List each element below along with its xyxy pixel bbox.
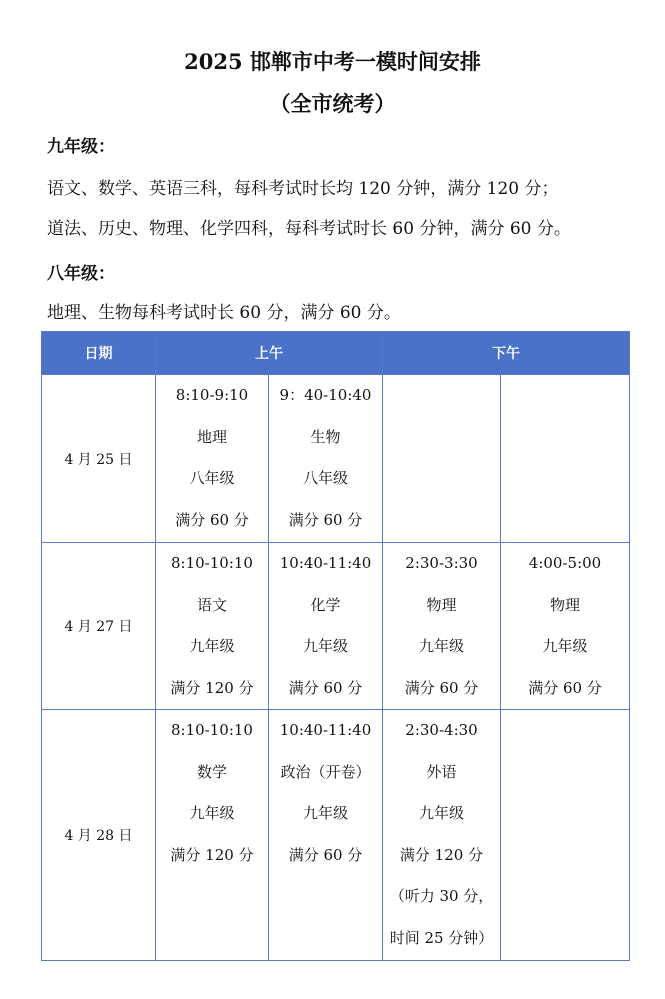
exam-cell	[501, 375, 630, 543]
exam-cell-line: 满分 60 分	[288, 845, 363, 864]
exam-cell-line: 满分 120 分	[170, 678, 254, 697]
page-subtitle: （全市统考）	[269, 91, 396, 116]
grade9-other-subjects-text: 道法、历史、物理、化学四科，每科考试时长 60 分钟，满分 60 分。	[47, 219, 571, 239]
exam-cell	[383, 710, 501, 961]
exam-cell-line: 九年级	[302, 637, 348, 655]
exam-cell-line: 满分 120 分	[399, 845, 484, 864]
grade9-heading: 九年级：	[47, 137, 115, 157]
date-cell: 4 月 27 日	[42, 543, 156, 710]
exam-cell-line: 满分 120 分	[170, 845, 254, 864]
exam-cell-line: 满分 60 分	[404, 678, 479, 697]
exam-cell-line: 九年级	[418, 804, 464, 822]
exam-cell	[383, 543, 501, 710]
exam-cell	[269, 543, 383, 710]
exam-cell-line: 八年级	[302, 469, 348, 487]
exam-cell	[156, 375, 269, 543]
grade8-heading: 八年级：	[47, 264, 115, 284]
header-morning: 上午	[156, 332, 383, 375]
exam-cell	[269, 375, 383, 543]
table-row	[42, 543, 630, 710]
grade8-subjects-text: 地理、生物每科考试时长 60 分，满分 60 分。	[47, 303, 401, 323]
date-cell: 4 月 28 日	[42, 710, 156, 961]
exam-cell-line: 2:30-3:30	[405, 554, 478, 572]
exam-cell	[156, 543, 269, 710]
exam-cell-line: 九年级	[189, 637, 235, 655]
exam-cell-line: （听力 30 分，	[389, 887, 494, 905]
exam-cell-line: 10:40-11:40	[279, 554, 372, 572]
exam-cell-line: 4:00-5:00	[528, 554, 602, 572]
exam-cell	[501, 710, 630, 961]
exam-cell-line: 九年级	[302, 804, 348, 822]
exam-cell-line: 生物	[310, 427, 341, 446]
table-header-row	[42, 332, 630, 375]
exam-cell-line: 物理	[426, 595, 457, 614]
exam-cell-line: 满分 60 分	[288, 678, 363, 697]
exam-cell-line: 九年级	[542, 637, 588, 655]
exam-cell-line: 8:10-9:10	[175, 386, 249, 404]
exam-cell-line: 九年级	[418, 637, 464, 655]
exam-cell-line: 政治（开卷）	[280, 762, 371, 781]
exam-cell-line: 地理	[196, 427, 227, 446]
exam-cell-line: 数学	[196, 762, 227, 781]
grade9-main-subjects-text: 语文、数学、英语三科，每科考试时长均 120 分钟，满分 120 分；	[47, 179, 559, 199]
exam-cell	[383, 375, 501, 543]
header-afternoon: 下午	[383, 332, 630, 375]
exam-cell-line: 10:40-11:40	[279, 721, 372, 739]
exam-cell	[269, 710, 383, 961]
date-cell: 4 月 25 日	[42, 375, 156, 543]
exam-cell-line: 8:10-10:10	[171, 554, 253, 572]
exam-cell-line: 满分 60 分	[528, 678, 602, 697]
exam-cell	[501, 543, 630, 710]
exam-cell-line: 化学	[310, 595, 341, 614]
header-date: 日期	[42, 332, 156, 375]
exam-cell-line: 八年级	[189, 469, 235, 487]
exam-cell-line: 9：40-10:40	[279, 386, 372, 404]
exam-cell-line: 8:10-10:10	[171, 721, 253, 739]
page-title: 2025 邯郸市中考一模时间安排	[184, 49, 481, 74]
exam-cell-line: 满分 60 分	[175, 510, 249, 529]
exam-cell	[156, 710, 269, 961]
exam-cell-line: 2:30-4:30	[405, 721, 478, 739]
exam-cell-line: 时间 25 分钟）	[389, 928, 494, 947]
table-row	[42, 710, 630, 961]
exam-cell-line: 外语	[426, 762, 457, 781]
table-row	[42, 375, 630, 543]
exam-cell-line: 满分 60 分	[288, 510, 363, 529]
exam-cell-line: 语文	[196, 595, 227, 614]
exam-cell-line: 九年级	[189, 804, 235, 822]
schedule-table	[41, 331, 630, 961]
exam-cell-line: 物理	[549, 595, 580, 614]
